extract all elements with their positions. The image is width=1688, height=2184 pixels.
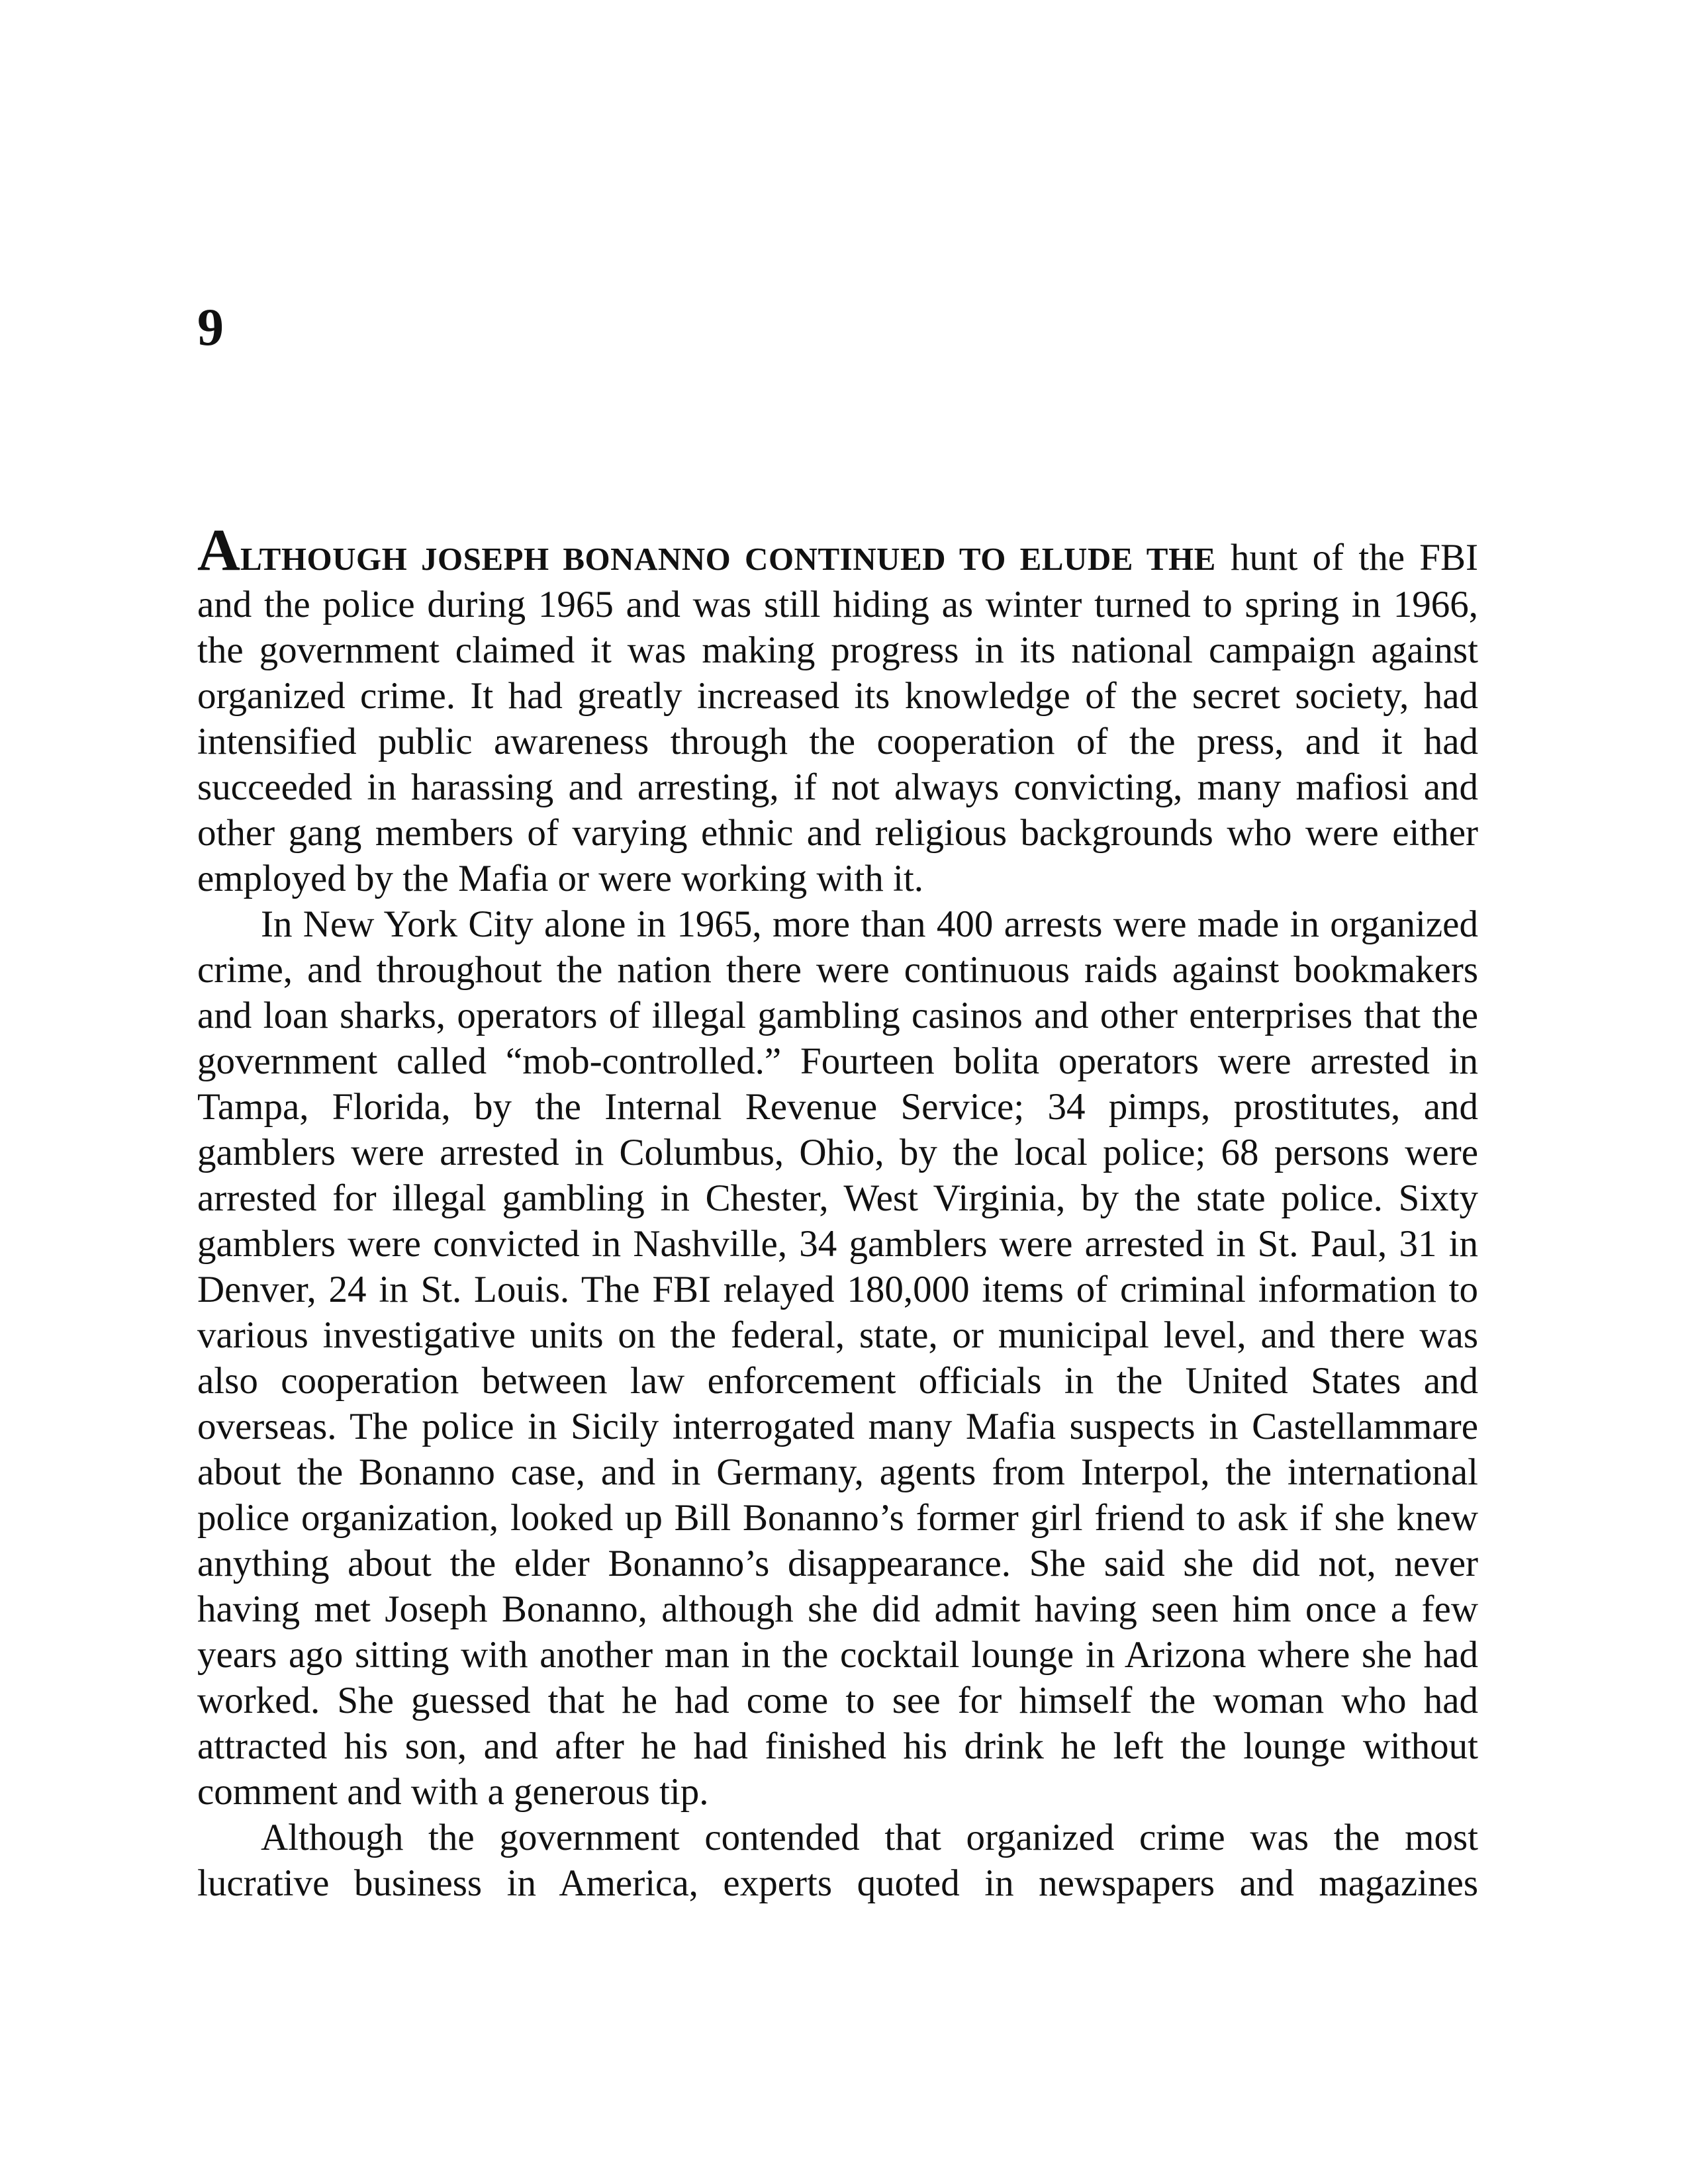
paragraph-2: In New York City alone in 1965, more than 400 arrests were made in organized crime, and throughout the nation there were continuous raids against bookmakers and loan sharks, operators of illegal gambling casinos and other enterprises that the government called “mob-controlled.” Fourteen bolita operators were arrested in Tampa, Florida, by the Internal Revenue Service; 34 pimps, prostitutes, and gamblers were arrested in Columbus, Ohio, by the local police; 68 persons were arrested for illegal gambling in Chester, West Virginia, by the state police. Sixty gamblers were convicted in Nashville, 34 gamblers were arrested in St. Paul, 31 in Denver, 24 in St. Louis. The FBI relayed 180,000 items of criminal information to various investigative units on the federal, state, or municipal level, and there was also cooperation between law enforcement officials in the United States and overseas. The police in Sicily interrogated many Mafia suspects in Castellammare about the Bonanno case, and in Germany, agents from Interpol, the international police organization, looked up Bill Bonanno’s former girl friend to ask if she knew anything about the elder Bonanno’s disappearance. She said she did not, never having met Joseph Bonanno, although she did admit having seen him once a few years ago sitting with another man in the cocktail lounge in Arizona where she had worked. She guessed that he had come to see for himself the woman who had attracted his son, and after he had finished his drink he left the lounge without comment and with a generous tip. <box>197 903 1478 1813</box>
paragraph-3: Although the government contended that organized crime was the most lucrative business in America, experts quoted in newspapers and magazines <box>197 1817 1478 1904</box>
opening-small-caps: LTHOUGH JOSEPH BONANNO CONTINUED TO ELUDE THE <box>240 541 1216 577</box>
opening-initial: A <box>197 518 240 583</box>
paragraph-1-text: hunt of the FBI and the police during 1965 and was still hiding as winter turned to spring in 1966, the government claimed it was making progress in its national campaign against organized crime. It had greatly increased its knowledge of the secret society, had intensified public awareness through the cooperation of the press, and it had succeeded in harassing and arresting, if not always convicting, many mafiosi and other gang members of varying ethnic and religious backgrounds who were either employed by the Mafia or were working with it. <box>197 537 1478 899</box>
paragraph-1 <box>197 518 1478 901</box>
chapter-number: 9 <box>197 298 224 357</box>
chapter-body <box>197 518 1478 1906</box>
